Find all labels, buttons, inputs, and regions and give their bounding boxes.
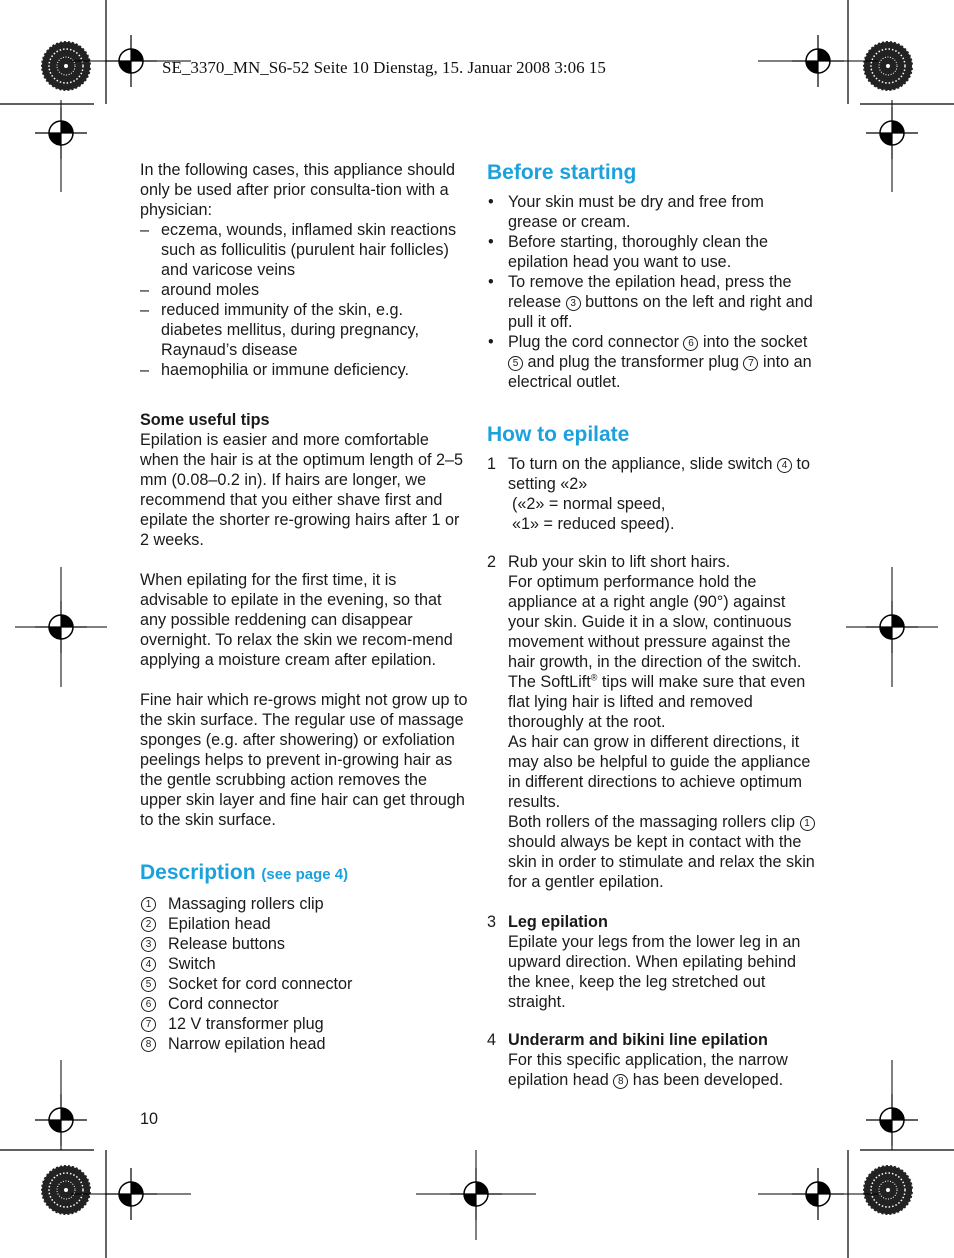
number-badge: 5: [141, 977, 156, 992]
description-page-ref: (see page 4): [261, 866, 349, 883]
description-item: [140, 934, 468, 954]
description-item-label: Epilation head: [168, 915, 271, 933]
step-number: 1: [487, 455, 497, 473]
conditions-list: [140, 220, 468, 380]
description-list: [140, 894, 468, 1054]
step-text-part: tips will make sure that even flat lying hair is lifted and removed thoroughly at the root.: [508, 673, 806, 731]
ref-badge: 1: [800, 816, 815, 831]
ref-badge: 7: [743, 356, 758, 371]
step-number: 4: [487, 1031, 497, 1049]
condition-item: – reduced immunity of the skin, e.g. diabetes mellitus, during pregnancy, Raynaud’s disease: [140, 300, 468, 360]
number-badge: 2: [141, 917, 156, 932]
step-text: As hair can grow in different directions, it may also be helpful to guide the appliance in different directions to achieve optimum results.: [508, 733, 811, 811]
number-badge: 8: [141, 1037, 156, 1052]
ref-badge: 5: [508, 356, 523, 371]
before-starting-list: [487, 192, 817, 392]
step-4: [487, 1030, 817, 1090]
step-number: 2: [487, 553, 497, 571]
intro-paragraph: In the following cases, this appliance should only be used after prior consulta-tion with a physician:: [140, 161, 455, 219]
description-item: [140, 894, 468, 914]
condition-item: – eczema, wounds, inflamed skin reactions such as folliculitis (purulent hair follicles) and varicose veins: [140, 220, 468, 280]
number-badge: 6: [141, 997, 156, 1012]
step-title: Underarm and bikini line epilation: [508, 1031, 768, 1049]
step-title: Leg epilation: [508, 913, 608, 931]
bullet-item: • Your skin must be dry and free from grease or cream.: [487, 192, 817, 232]
description-item: [140, 1034, 468, 1054]
step-1: [487, 454, 817, 534]
ref-badge: 6: [683, 336, 698, 351]
ref-badge: 4: [777, 458, 792, 473]
description-item-label: 12 V transformer plug: [168, 1015, 324, 1033]
step-text-part: To turn on the appliance, slide switch: [508, 455, 778, 473]
description-item: [140, 994, 468, 1014]
bullet-item: [487, 332, 817, 392]
description-heading: [140, 860, 468, 888]
step-text-part: For this specific application, the narrow epilation head: [508, 1051, 788, 1089]
step-text: [508, 1050, 817, 1090]
left-column: [140, 160, 468, 1054]
step-text: Epilate your legs from the lower leg in an upward direction. When epilating behind the knee, keep the leg stretched out straight.: [508, 933, 801, 1011]
description-item: [140, 954, 468, 974]
steps-list: [487, 454, 817, 1090]
step-3: [487, 912, 817, 1012]
step-text: [508, 812, 817, 892]
description-item-label: Narrow epilation head: [168, 1035, 326, 1053]
bullet-text: To remove the epilation head, press the release: [508, 273, 792, 311]
description-item-label: Socket for cord connector: [168, 975, 353, 993]
bullet-item: • Before starting, thoroughly clean the epilation head you want to use.: [487, 232, 817, 272]
registered-mark: ®: [590, 672, 598, 683]
step-text-part: to setting «2»: [508, 455, 811, 493]
description-item-label: Switch: [168, 955, 216, 973]
step-text: [508, 454, 817, 494]
bullet-text: Plug the cord connector: [508, 333, 684, 351]
condition-item: – around moles: [140, 280, 468, 300]
step-text-part: should always be kept in contact with the skin in order to stimulate and relax the skin for a gentler epilation.: [508, 833, 815, 891]
bullet-text: buttons on the left and right and pull it off.: [508, 293, 813, 331]
step-text: Rub your skin to lift short hairs.: [508, 553, 731, 571]
tips-heading: Some useful tips: [140, 411, 270, 429]
description-item: [140, 1014, 468, 1034]
tips-paragraph-1: Epilation is easier and more comfortable when the hair is at the optimum length of 2–5 mm (0.08–0.2 in). If hairs are longer, we recommend that you either shave first and epilate the shorter re-growing hairs after 1 or 2 weeks.: [140, 431, 464, 549]
bullet-text: into the socket: [698, 333, 808, 351]
tips-paragraph-3: Fine hair which re-grows might not grow up to the skin surface. The regular use of massage sponges (e.g. after showering) or exfoliation peelings helps to prevent in-growing hair as the gentle scrubbing action removes the upper skin layer and fine hair can get through to the skin surface.: [140, 691, 468, 829]
number-badge: 1: [141, 897, 156, 912]
number-badge: 7: [141, 1017, 156, 1032]
description-item-label: Massaging rollers clip: [168, 895, 324, 913]
step-text: [508, 572, 817, 732]
step-text: «1» = reduced speed).: [512, 515, 675, 533]
tips-paragraph-2: When epilating for the first time, it is advisable to epilate in the evening, so that any possible reddening can disappear overnight. To relax the skin we recom-mend applying a moisture cream after epilation.: [140, 571, 453, 669]
step-text-part: Both rollers of the massaging rollers clip: [508, 813, 800, 831]
bullet-item: [487, 272, 817, 332]
step-text-part: has been developed.: [628, 1071, 784, 1089]
description-item: [140, 914, 468, 934]
ref-badge: 8: [613, 1074, 628, 1089]
page-number: 10: [140, 1110, 159, 1128]
number-badge: 3: [141, 937, 156, 952]
condition-item: – haemophilia or immune deficiency.: [140, 360, 468, 380]
step-2: [487, 552, 817, 892]
number-badge: 4: [141, 957, 156, 972]
description-title: Description: [140, 861, 256, 884]
bullet-text: and plug the transformer plug: [523, 353, 744, 371]
step-number: 3: [487, 913, 497, 931]
ref-badge: 3: [566, 296, 581, 311]
right-column: [487, 160, 817, 1090]
before-starting-heading: Before starting: [487, 161, 637, 184]
print-slug-header: SE_3370_MN_S6-52 Seite 10 Dienstag, 15. Januar 2008 3:06 15: [162, 58, 606, 77]
step-text-part: For optimum performance hold the appliance at a right angle (90°) against your skin. Guide it in a slow, continuous movement without pressure against the hair growth, in the direction of the switch. The SoftLift: [508, 573, 802, 691]
bullet-text: into an electrical outlet.: [508, 353, 812, 391]
step-text: («2» = normal speed,: [512, 495, 666, 513]
description-item-label: Release buttons: [168, 935, 285, 953]
how-to-epilate-heading: How to epilate: [487, 423, 630, 446]
description-item: [140, 974, 468, 994]
description-item-label: Cord connector: [168, 995, 279, 1013]
